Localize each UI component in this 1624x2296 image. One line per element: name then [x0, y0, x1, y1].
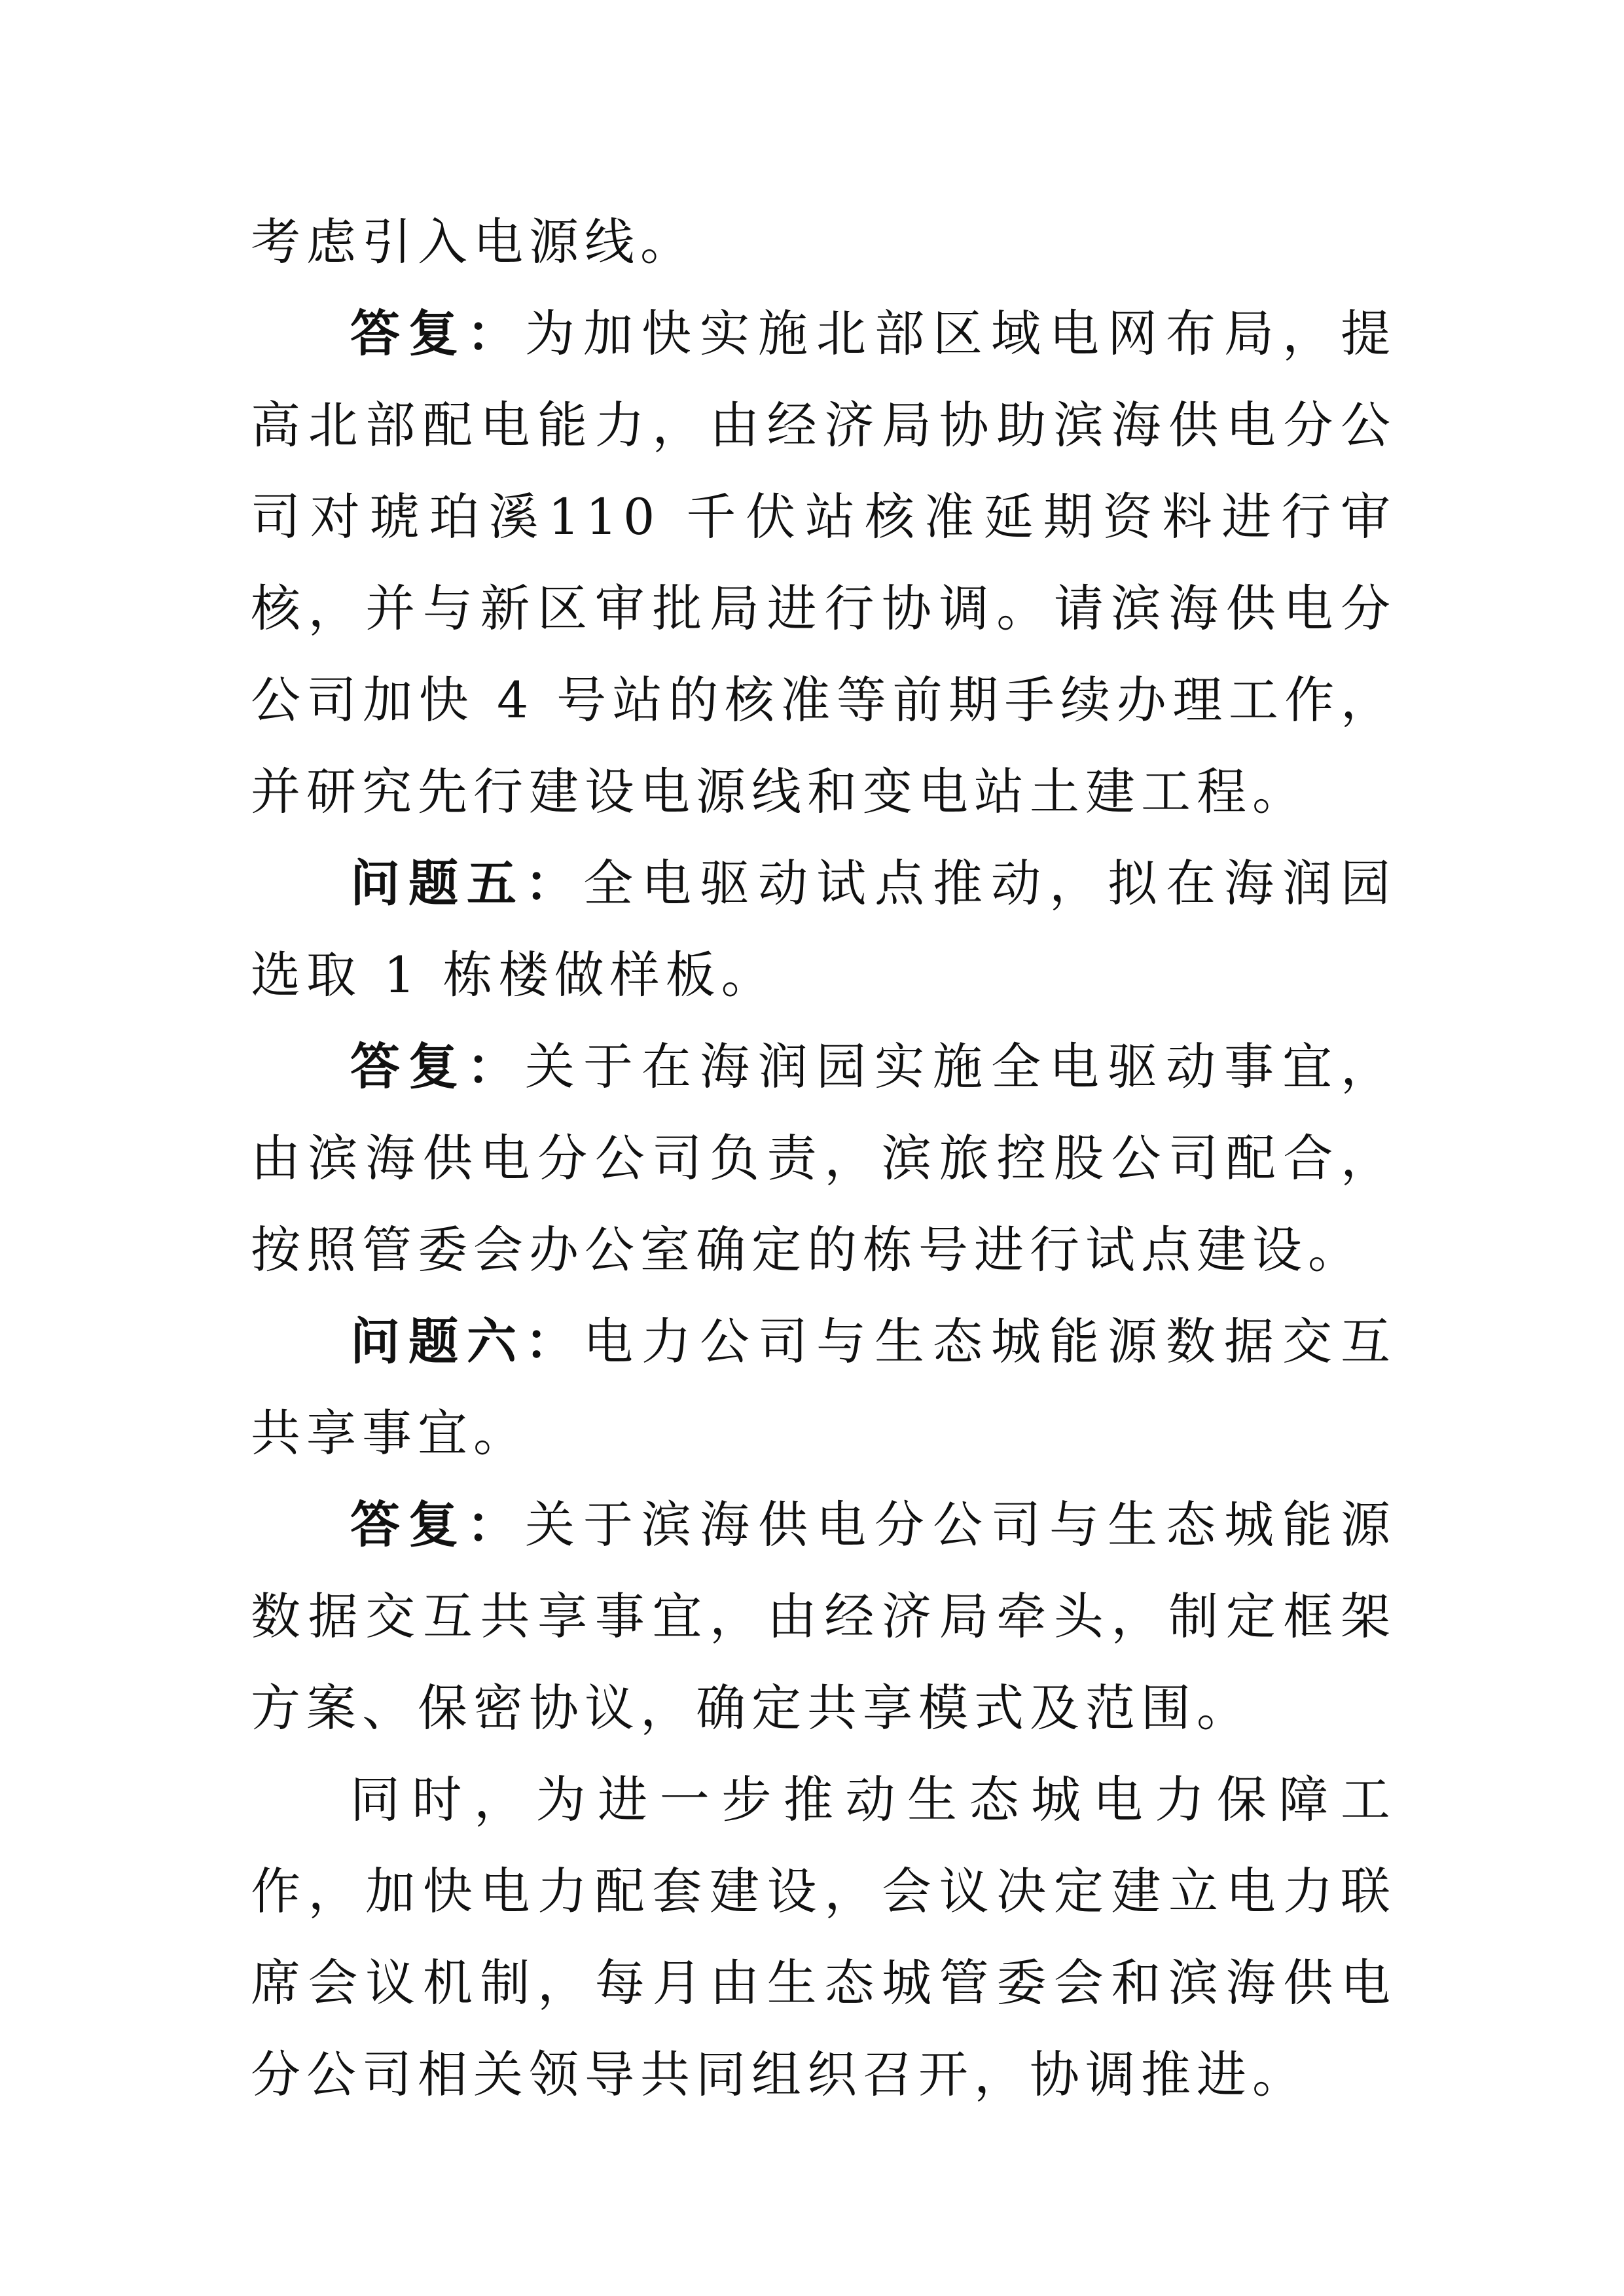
paragraph-text: 电力公司与生态城能源数据交互共享事宜。 — [251, 1312, 1396, 1462]
paragraph-closing — [251, 1754, 1396, 2121]
question-label: 问题六： — [350, 1312, 583, 1371]
paragraph-answer-6 — [251, 1479, 1396, 1754]
question-label: 问题五： — [350, 854, 583, 912]
paragraph-text: 同时，为进一步推动生态城电力保障工作，加快电力配套建设，会议决定建立电力联席会议机制，每月由生态城管委会和滨海供电分公司相关领导共同组织召开，协调推进。 — [251, 1770, 1396, 2104]
paragraph-text: 关于滨海供电分公司与生态城能源数据交互共享事宜，由经济局牵头，制定框架方案、保密协议，确定共享模式及范围。 — [251, 1496, 1396, 1737]
paragraph-text: 为加快实施北部区域电网布局，提高北部配电能力，由经济局协助滨海供电分公司对琥珀溪110 千伏站核准延期资料进行审核，并与新区审批局进行协调。请滨海供电分公司加快 4 号站的核准等前期手续办理工作，并研究先行建设电源线和变电站土建工程。 — [251, 304, 1396, 821]
answer-label: 答复： — [350, 1496, 525, 1554]
paragraph-text: 全电驱动试点推动，拟在海润园选取 1 栋楼做样板。 — [251, 854, 1396, 1004]
paragraph-answer-5 — [251, 1021, 1396, 1296]
paragraph-text: 关于在海润园实施全电驱动事宜，由滨海供电分公司负责，滨旅控股公司配合，按照管委会办公室确定的栋号进行试点建设。 — [251, 1037, 1396, 1279]
paragraph-text: 考虑引入电源线。 — [251, 213, 696, 271]
paragraph-question-5 — [251, 838, 1396, 1021]
document-body — [251, 196, 1396, 2121]
paragraph-question-6 — [251, 1296, 1396, 1479]
paragraph-answer-4 — [251, 288, 1396, 838]
answer-label: 答复： — [350, 1037, 525, 1096]
answer-label: 答复： — [350, 304, 525, 363]
paragraph-continuation — [251, 196, 1396, 288]
